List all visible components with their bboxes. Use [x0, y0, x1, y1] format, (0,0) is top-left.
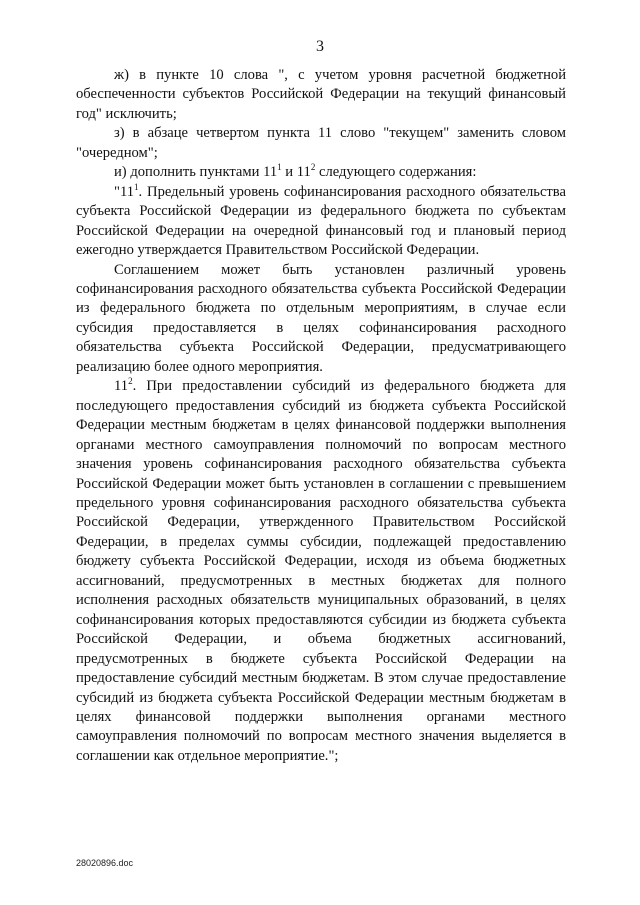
paragraph-agreement: Соглашением может быть установлен различный уровень софинансирования расходного обязательства субъекта Российской Федерации из федерального бюджета по отдельным мероприятиям, в случае если субсидия предоставляется в целях софинансирования расходного обязательства субъекта Российской Федерации, предусматривающего реализацию более одного мероприятия. — [76, 261, 566, 375]
paragraph-text: . При предоставлении субсидий из федерального бюджета для последующего предоставления субсидий из бюджета субъекта Российской Федерации местным бюджетам в целях финансовой поддержки выполнения органами местного самоуправления полномочий по вопросам местного значения уровень софинансирования расходного обязательства субъекта Российской Федерации может быть установлен в соглашении с превышением предельного уровня софинансирования расходного обязательства субъекта Российской Федерации, утвержденного Правительством Российской Федерации, в пределах суммы субсидии, подлежащей предоставлению бюджету субъекта Российской Федерации, исходя из объема бюджетных ассигнований, предусмотренных в местных бюджетах для полного исполнения расходных обязательств муниципальных образований, в целях софинансирования которых предоставляются субсидии из бюджета субъекта Российской Федерации, и объема бюджетных ассигнований, предусмотренных в бюджете субъекта Российской Федерации на предоставление субсидий местным бюджетам. В этом случае предоставление субсидий из бюджета субъекта Российской Федерации местным бюджетам в целях финансовой поддержки выполнения органами местного самоуправления полномочий по вопросам местного значения выделяется в соглашении как отдельное мероприятие."; — [76, 378, 566, 764]
paragraph-11-1 — [76, 183, 566, 261]
document-body — [76, 66, 566, 766]
superscript: 1 — [277, 162, 282, 173]
paragraph-text: следующего содержания: — [315, 164, 477, 181]
page-number: 3 — [316, 38, 324, 55]
paragraph-item-z: з) в абзаце четвертом пункта 11 слово "текущем" заменить словом "очередном"; — [76, 125, 566, 161]
paragraph-text: и 11 — [281, 164, 311, 181]
paragraph-text: . Предельный уровень софинансирования расходного обязательства субъекта Российской Федерации из федерального бюджета по субъектам Российской Федерации на очередной финансовый год и плановый период ежегодно утверждается Правительством Российской Федерации. — [76, 183, 566, 259]
footer-filename: 28020896.doc — [76, 858, 134, 868]
paragraph-text: 11 — [114, 378, 129, 395]
paragraph-text: "11 — [114, 183, 135, 200]
paragraph-text: и) дополнить пунктами 11 — [114, 164, 278, 181]
paragraph-11-2 — [76, 377, 566, 766]
paragraph-item-zh: ж) в пункте 10 слова ", с учетом уровня расчетной бюджетной обеспеченности субъектов Российской Федерации на текущий финансовый год" исключить; — [76, 67, 566, 122]
paragraph-item-i — [76, 163, 566, 182]
superscript: 2 — [128, 376, 133, 387]
superscript: 1 — [134, 181, 139, 192]
superscript: 2 — [310, 162, 316, 173]
